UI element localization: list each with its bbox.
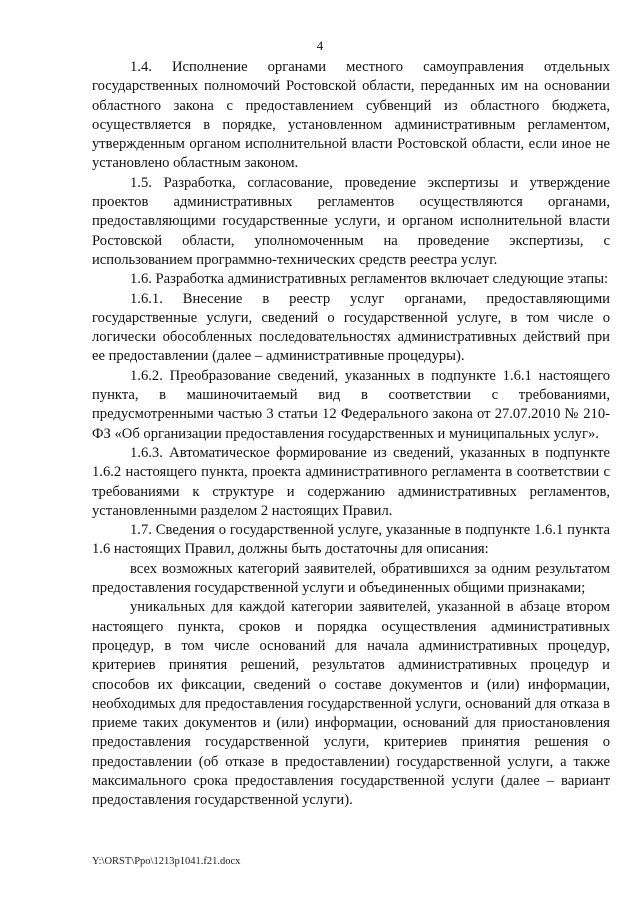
page-number: 4 xyxy=(316,38,324,53)
paragraph-1-6: 1.6. Разработка административных регламентов включает следующие этапы: xyxy=(130,271,609,288)
paragraph-unique-procedures: уникальных для каждой категории заявителей, указанной в абзаце втором настоящего пункта, сроков и порядка осуществления административных процедур, в том числе оснований для начала административных процедур, критериев принятия решений, результатов административных процедур и способов их фиксации, сведений о составе документов и (или) информации, необходимых для предоставления государственной услуги, оснований для отказа в приеме таких документов и (или) информации, оснований для приостановления предоставления государственной услуги, критериев принятия решения о предоставлении (об отказе в предоставлении) государственной услуги, а также максимального срока предоставления государственной услуги (далее – вариант предоставления государственной услуги). xyxy=(92,599,610,809)
paragraph-1-6-1: 1.6.1. Внесение в реестр услуг органами, предоставляющими государственные услуги, сведений о государственной услуге, в том числе о логически обособленных последовательностях административных действий при ее предоставлении (далее – административные процедуры). xyxy=(92,290,610,365)
paragraph-applicant-categories: всех возможных категорий заявителей, обратившихся за одним результатом предоставления государственной услуги и объединенных общими признаками; xyxy=(92,560,610,597)
paragraph-1-6-2: 1.6.2. Преобразование сведений, указанных в подпункте 1.6.1 настоящего пункта, в машиночитаемый вид в соответствии с требованиями, предусмотренными частью 3 статьи 12 Федерального закона от 27.07.2010 № 210-ФЗ «Об организации предоставления государственных и муниципальных услуг». xyxy=(92,367,610,442)
footer-file-path: Y:\ORST\Ppo\1213p1041.f21.docx xyxy=(92,856,241,867)
paragraph-1-7: 1.7. Сведения о государственной услуге, указанные в подпункте 1.6.1 пункта 1.6 настоящих Правил, должны быть достаточны для описания: xyxy=(92,522,610,558)
paragraph-1-6-3: 1.6.3. Автоматическое формирование из сведений, указанных в подпункте 1.6.2 настоящего пункта, проекта административного регламента в соответствии с требованиями к структуре и содержанию административных регламентов, установленными разделом 2 настоящих Правил. xyxy=(92,444,610,519)
paragraph-1-5: 1.5. Разработка, согласование, проведение экспертизы и утверждение проектов административных регламентов осуществляются органами, предоставляющими государственные услуги, и органом исполнительной власти Ростовской области, уполномоченным на проведение экспертизы, с использованием программно-технических средств реестра услуг. xyxy=(92,174,610,268)
paragraph-1-4: 1.4. Исполнение органами местного самоуправления отдельных государственных полномочий Ростовской области, переданных им на основании областного закона с предоставлением субвенций из областного бюджета, осуществляется в порядке, установленном административным регламентом, утвержденным органом исполнительной власти Ростовской области, если иное не установлено областным законом. xyxy=(92,59,610,172)
document-body xyxy=(92,58,610,811)
